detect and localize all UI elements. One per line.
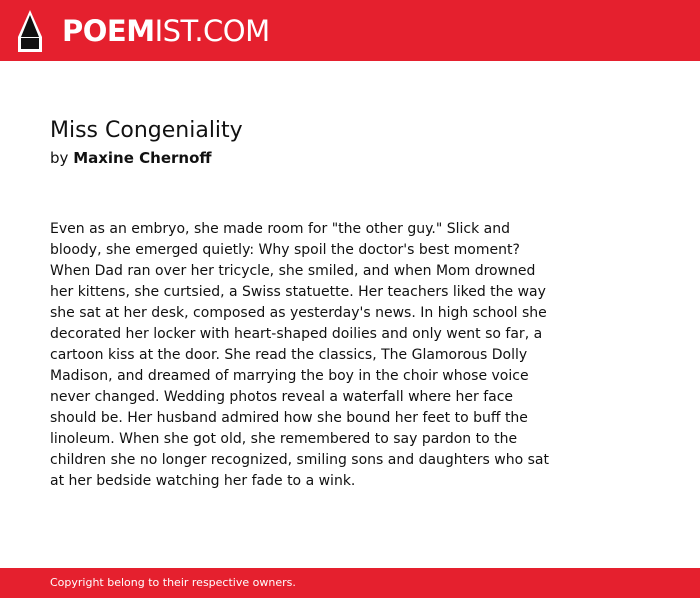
site-logo-link[interactable]	[18, 8, 270, 54]
poem-line: should be. Her husband admired how she bound her feet to buff the	[50, 410, 528, 426]
poem-line: linoleum. When she got old, she remembered to say pardon to the	[50, 431, 518, 447]
poem-line: When Dad ran over her tricycle, she smiled, and when Mom drowned	[50, 263, 536, 279]
poem-line: Madison, and dreamed of marrying the boy in the choir whose voice	[50, 368, 529, 384]
poem-line: never changed. Wedding photos reveal a waterfall where her face	[50, 389, 514, 405]
poem-byline	[50, 148, 212, 168]
site-footer	[0, 568, 700, 598]
copyright-text: Copyright belong to their respective owners.	[50, 576, 296, 589]
poem-author: Maxine Chernoff	[73, 149, 212, 167]
poem-text	[50, 219, 550, 492]
pencil-icon	[18, 10, 42, 52]
poem-line: bloody, she emerged quietly: Why spoil the doctor's best moment?	[50, 242, 520, 258]
poem-line: she sat at her desk, composed as yesterday's news. In high school she	[50, 305, 547, 321]
poem-line: at her bedside watching her fade to a wink.	[50, 473, 356, 489]
by-label: by	[50, 149, 69, 167]
poem-line: Even as an embryo, she made room for "the other guy." Slick and	[50, 221, 510, 237]
poem-title: Miss Congeniality	[50, 118, 243, 143]
logo-bold-text: POEM	[62, 13, 155, 48]
site-logo-text	[62, 13, 270, 48]
poem-line: her kittens, she curtsied, a Swiss statuette. Her teachers liked the way	[50, 284, 546, 300]
poem-line: decorated her locker with heart-shaped doilies and only went so far, a	[50, 326, 543, 342]
logo-light-text: IST.COM	[154, 13, 270, 48]
poem-line: cartoon kiss at the door. She read the classics, The Glamorous Dolly	[50, 347, 528, 363]
poem-line: children she no longer recognized, smiling sons and daughters who sat	[50, 452, 549, 468]
site-header	[0, 0, 700, 61]
